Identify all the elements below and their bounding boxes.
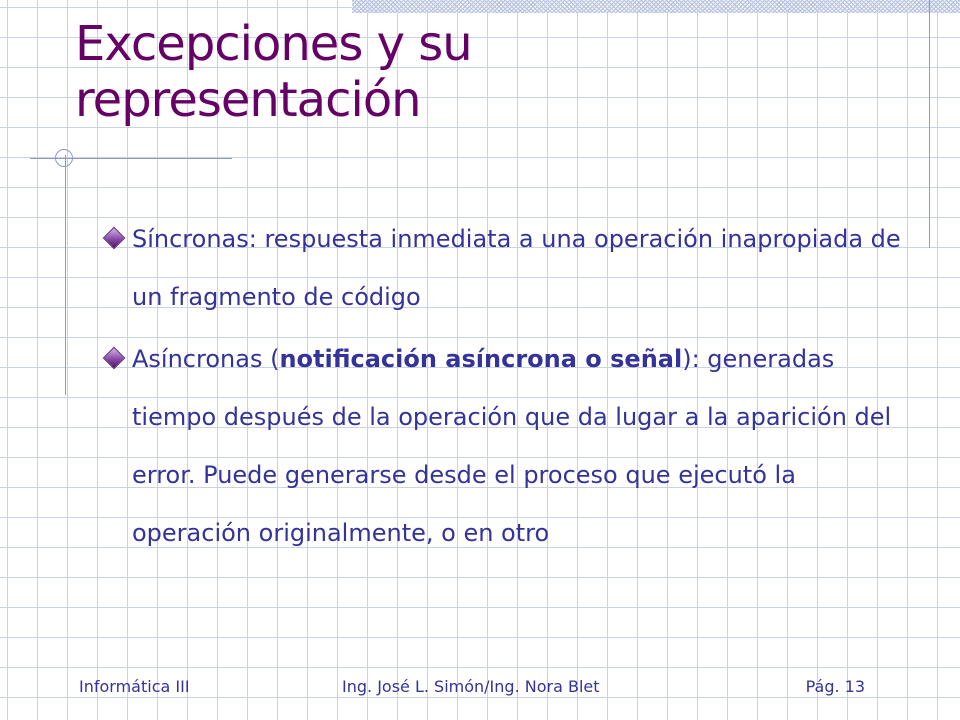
bullet-item-sincronas — [96, 210, 906, 326]
decorative-vertical-line-right — [929, 0, 930, 248]
crosshair-circle-icon — [55, 149, 73, 167]
bullet-item-asincronas — [96, 330, 906, 562]
footer — [75, 677, 865, 701]
footer-page-number: Pág. 13 — [805, 677, 865, 696]
decorative-vertical-line-left — [65, 155, 66, 395]
bullet-text-start: Asíncronas ( — [132, 345, 280, 373]
slide-title: Excepciones y su representación — [75, 16, 472, 128]
diamond-bullet-icon — [103, 227, 126, 250]
bullet-text-end: ): generadas tiempo después de la operación que da lugar a la aparición del error. Puede generarse desde el proceso que ejecutó la operación originalmente, o en otro — [132, 345, 892, 547]
top-decorative-band — [352, 0, 960, 13]
diamond-bullet-icon — [103, 347, 126, 370]
footer-authors: Ing. José L. Simón/Ing. Nora Blet — [342, 677, 600, 696]
bullet-list — [96, 210, 906, 562]
footer-course: Informática III — [79, 677, 190, 696]
bullet-text-bold: notificación asíncrona o señal — [279, 345, 683, 373]
bullet-text: Síncronas: respuesta inmediata a una operación inapropiada de un fragmento de código — [132, 225, 901, 311]
